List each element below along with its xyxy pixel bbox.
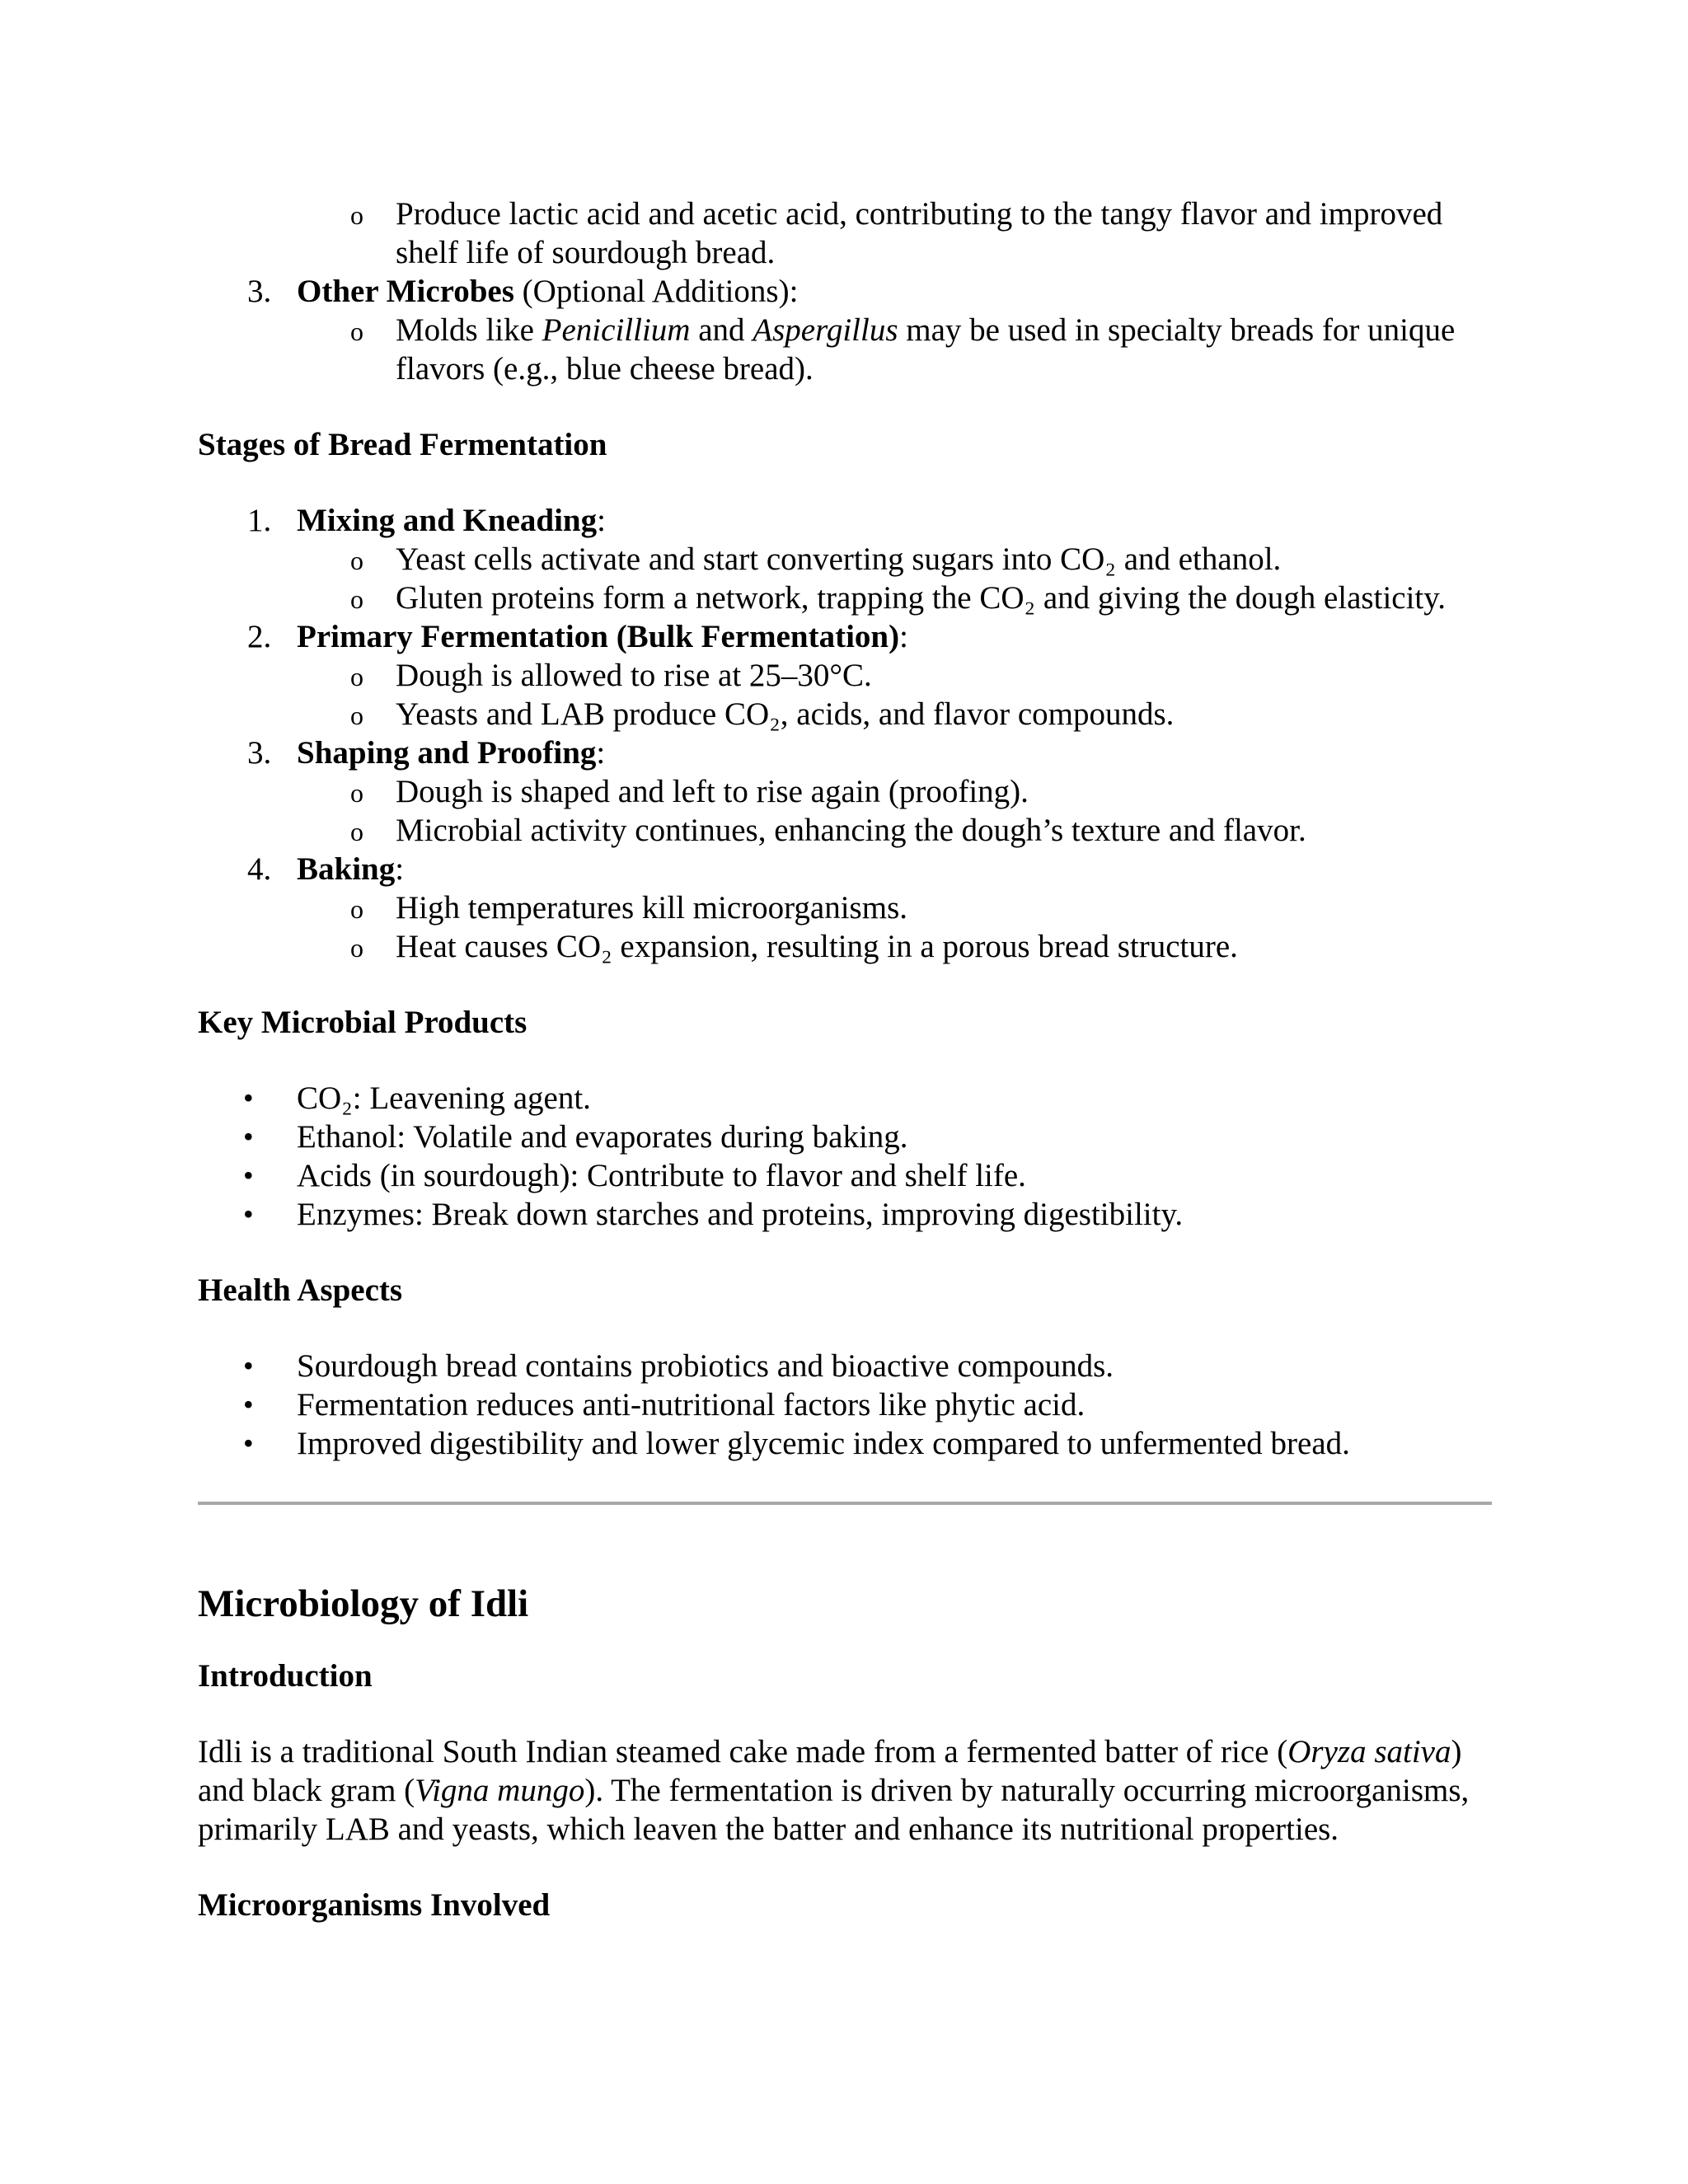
- list-item-text: Dough is allowed to rise at 25–30°C.: [396, 658, 872, 693]
- list-item-text: may be used in specialty breads for unique flavors (e.g., blue cheese bread).: [396, 312, 1456, 387]
- list-item: [198, 272, 1492, 311]
- list-item-text: Enzymes: Break down starches and proteins, improving digestibility.: [297, 1197, 1184, 1232]
- list-item-text: Yeast cells activate and start converting sugars into CO₂ and ethanol.: [396, 541, 1282, 577]
- sub-bullet-marker: o: [350, 584, 363, 614]
- bullet-marker: •: [243, 1159, 254, 1192]
- bullet-marker: •: [243, 1388, 254, 1421]
- list-item-text: Sourdough bread contains probiotics and bioactive compounds.: [297, 1348, 1114, 1384]
- list-item-text: and: [690, 312, 753, 348]
- bullet-marker: •: [243, 1197, 254, 1230]
- bullet-marker: •: [243, 1081, 254, 1114]
- list-item-text: Produce lactic acid and acetic acid, contributing to the tangy flavor and improved shelf life of sourdough bread.: [396, 196, 1443, 270]
- list-item-text: High temperatures kill microorganisms.: [396, 890, 907, 926]
- list-item-text: Yeasts and LAB produce CO₂, acids, and flavor compounds.: [396, 696, 1175, 732]
- bullet-marker: •: [243, 1120, 254, 1153]
- sub-bullet-marker: o: [350, 316, 363, 346]
- section-title-idli: Microbiology of Idli: [198, 1582, 529, 1625]
- list-item-title: Primary Fermentation (Bulk Fermentation): [297, 619, 900, 654]
- sub-bullet-marker: o: [350, 817, 363, 846]
- list-item: [198, 1118, 1492, 1156]
- list-item: [198, 695, 1492, 733]
- list-item: [198, 772, 1492, 811]
- paragraph-text: Idli is a traditional South Indian steamed cake made from a fermented batter of rice (: [198, 1734, 1288, 1769]
- list-item: [198, 1424, 1492, 1463]
- list-item: [198, 1156, 1492, 1195]
- list-item-text: Acids (in sourdough): Contribute to flavor and shelf life.: [297, 1158, 1026, 1193]
- species-name: Vigna mungo: [415, 1773, 585, 1808]
- list-item: [198, 194, 1492, 272]
- list-item: [198, 927, 1492, 966]
- list-item: [198, 1079, 1492, 1118]
- list-item: [198, 1347, 1492, 1385]
- list-item-text: Molds like: [396, 312, 542, 348]
- list-number: 2.: [247, 619, 272, 654]
- list-item-text: Fermentation reduces anti-nutritional factors like phytic acid.: [297, 1387, 1085, 1422]
- list-item-colon: :: [596, 735, 606, 771]
- list-number: 3.: [247, 735, 272, 771]
- list-item-text: Heat causes CO₂ expansion, resulting in a porous bread structure.: [396, 929, 1238, 964]
- list-item: [198, 811, 1492, 850]
- list-item: [198, 579, 1492, 617]
- list-item-text: Ethanol: Volatile and evaporates during baking.: [297, 1119, 908, 1155]
- list-item-title: Mixing and Kneading: [297, 503, 598, 538]
- list-item: [198, 1195, 1492, 1234]
- species-name: Oryza sativa: [1287, 1734, 1451, 1769]
- list-item: [198, 850, 1492, 888]
- list-item-colon: :: [395, 851, 405, 887]
- paragraph-text: ) and black gram (: [198, 1734, 1462, 1808]
- list-item-text: Microbial activity continues, enhancing the dough’s texture and flavor.: [396, 813, 1306, 848]
- list-item-title: Baking: [297, 851, 396, 887]
- list-item-text: Dough is shaped and left to rise again (proofing).: [396, 774, 1029, 809]
- list-item-text: (Optional Additions):: [513, 274, 799, 309]
- section-heading-stages: Stages of Bread Fermentation: [198, 427, 607, 462]
- sub-bullet-marker: o: [350, 662, 363, 691]
- sub-bullet-marker: o: [350, 546, 363, 575]
- list-number: 4.: [247, 851, 272, 887]
- section-heading-introduction: Introduction: [198, 1658, 373, 1694]
- list-item-text: Improved digestibility and lower glycemic index compared to unfermented bread.: [297, 1426, 1350, 1461]
- list-item: [198, 540, 1492, 579]
- list-number: 1.: [247, 503, 272, 538]
- list-item-title: Other Microbes: [297, 274, 514, 309]
- list-number: 3.: [247, 274, 272, 309]
- sub-bullet-marker: o: [350, 894, 363, 924]
- sub-bullet-marker: o: [350, 933, 363, 963]
- list-item: [198, 501, 1492, 540]
- list-item: [198, 311, 1492, 388]
- list-item-title: Shaping and Proofing: [297, 735, 597, 771]
- sub-bullet-marker: o: [350, 701, 363, 730]
- list-item-colon: :: [899, 619, 908, 654]
- list-item: [198, 733, 1492, 772]
- list-item-text: Gluten proteins form a network, trapping the CO₂ and giving the dough elasticity.: [396, 580, 1446, 616]
- bullet-marker: •: [243, 1349, 254, 1382]
- sub-bullet-marker: o: [350, 200, 363, 230]
- sub-bullet-marker: o: [350, 778, 363, 808]
- genus-name: Penicillium: [542, 312, 691, 348]
- section-heading-key-products: Key Microbial Products: [198, 1005, 528, 1040]
- bullet-marker: •: [243, 1427, 254, 1460]
- list-item: [198, 888, 1492, 927]
- section-heading-microorganisms: Microorganisms Involved: [198, 1887, 551, 1923]
- list-item-text: CO₂: Leavening agent.: [297, 1080, 591, 1116]
- genus-name: Aspergillus: [753, 312, 898, 348]
- document-page: [198, 194, 1492, 1924]
- section-heading-health: Health Aspects: [198, 1272, 403, 1308]
- list-item: [198, 656, 1492, 695]
- list-item: [198, 1385, 1492, 1424]
- list-item-colon: :: [597, 503, 606, 538]
- paragraph-text: ). The fermentation is driven by naturally occurring microorganisms, primarily LAB and yeasts, which leaven the batter and enhance its nutritional properties.: [198, 1773, 1470, 1847]
- list-item: [198, 617, 1492, 656]
- intro-paragraph: [198, 1732, 1492, 1849]
